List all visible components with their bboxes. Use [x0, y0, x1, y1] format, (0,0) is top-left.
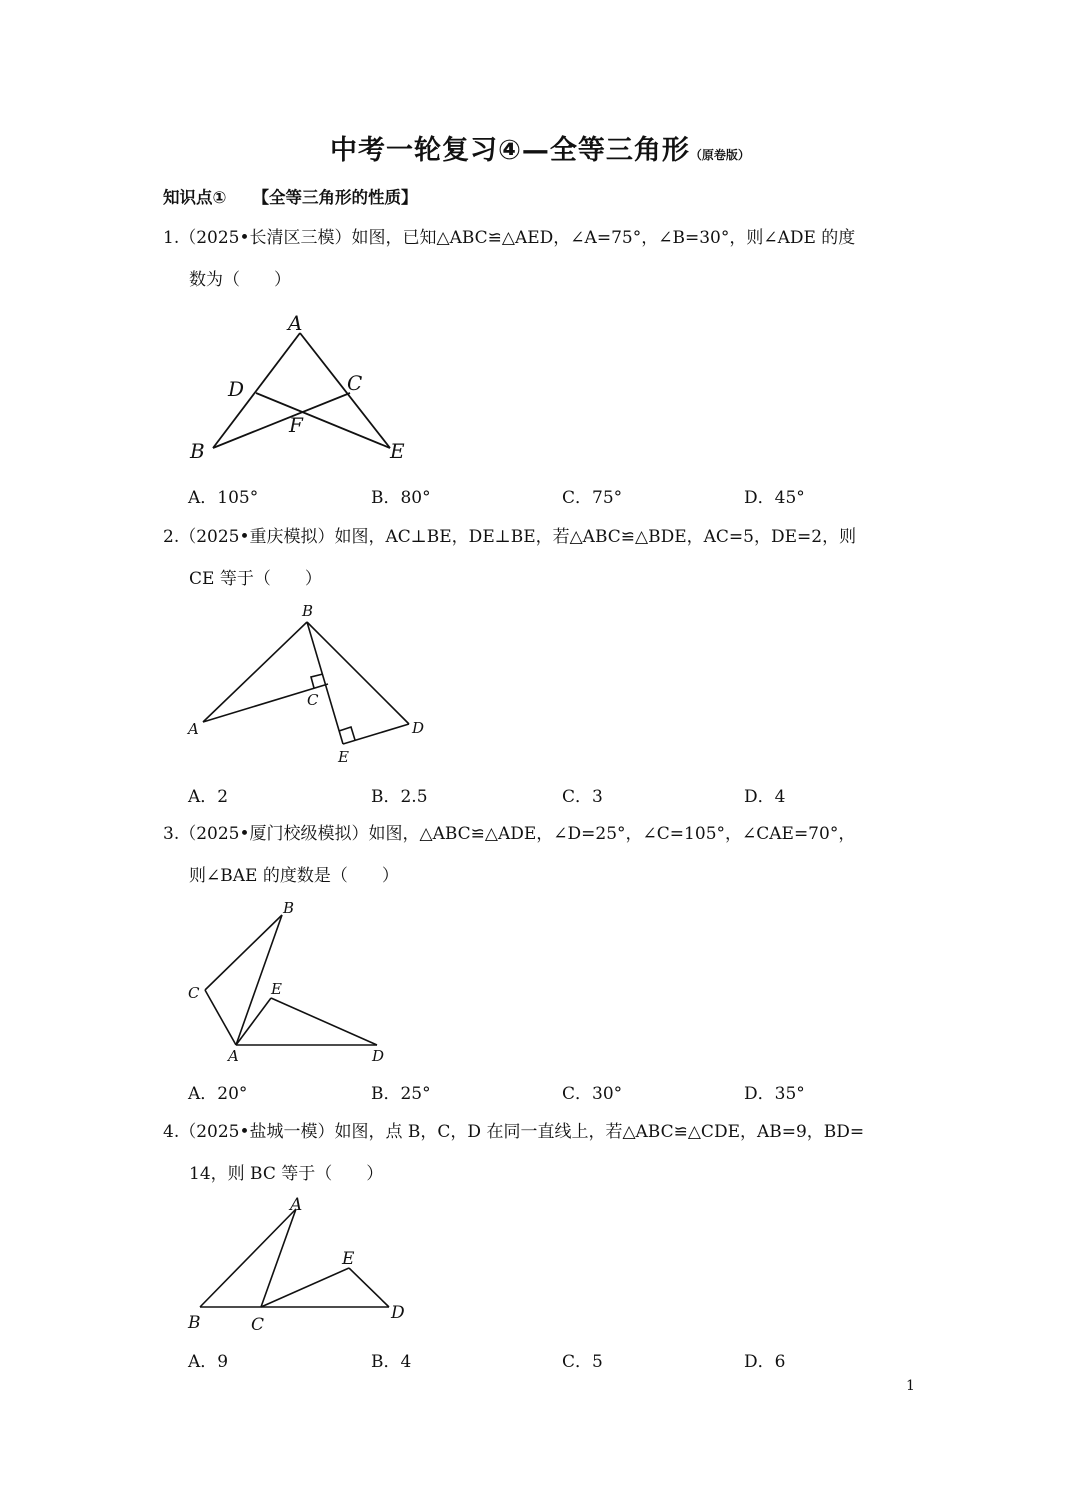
- question-4-option-b[interactable]: B．4: [371, 1352, 412, 1372]
- line-AE: [236, 998, 271, 1045]
- label-D: D: [372, 1047, 385, 1065]
- question-1-option-c[interactable]: C．75°: [562, 488, 623, 508]
- question-1-option-b[interactable]: B．80°: [371, 488, 431, 508]
- line-AE: [300, 333, 390, 448]
- question-4-line-1: 4.（2025•盐城一模）如图，点 B，C，D 在同一直线上，若△ABC≌△CDE，AB=9，BD=: [163, 1122, 865, 1142]
- question-2-line-1: 2.（2025•重庆模拟）如图，AC⊥BE，DE⊥BE，若△ABC≌△BDE，AC=5，DE=2，则: [163, 527, 857, 547]
- label-C: C: [347, 371, 363, 395]
- question-3-option-b[interactable]: B．25°: [371, 1084, 431, 1104]
- line-AC: [205, 990, 236, 1045]
- line-DE: [256, 393, 390, 448]
- label-C: C: [188, 984, 200, 1002]
- label-B: B: [190, 439, 205, 463]
- label-E: E: [342, 1249, 355, 1269]
- question-3-line-2: 则∠BAE 的度数是（ ）: [189, 866, 399, 886]
- question-2-line-2: CE 等于（ ）: [189, 569, 322, 589]
- label-C: C: [251, 1315, 265, 1335]
- question-1-figure: [185, 308, 410, 468]
- line-BA: [200, 1209, 296, 1307]
- question-1-line-2: 数为（ ）: [189, 270, 291, 290]
- question-3-figure: [185, 895, 400, 1067]
- title-suffix: （原卷版）: [689, 148, 750, 162]
- question-2-option-d[interactable]: D．4: [744, 787, 786, 807]
- question-2-option-b[interactable]: B．2.5: [371, 787, 428, 807]
- label-B: B: [188, 1313, 201, 1333]
- label-E: E: [271, 980, 282, 998]
- label-D: D: [412, 719, 425, 737]
- label-C: C: [307, 691, 319, 709]
- question-3-option-c[interactable]: C．30°: [562, 1084, 623, 1104]
- question-3-option-d[interactable]: D．35°: [744, 1084, 805, 1104]
- question-3-line-1: 3.（2025•厦门校级模拟）如图，△ABC≌△ADE，∠D=25°，∠C=105°，∠CAE=70°，: [163, 824, 856, 844]
- label-E: E: [338, 748, 349, 766]
- question-2-option-c[interactable]: C．3: [562, 787, 603, 807]
- question-4-option-c[interactable]: C．5: [562, 1352, 603, 1372]
- question-2-option-a[interactable]: A．2: [188, 787, 229, 807]
- label-A: A: [228, 1047, 239, 1065]
- line-CB: [205, 915, 282, 990]
- line-CE: [261, 1268, 349, 1307]
- label-D: D: [228, 377, 245, 401]
- line-AC: [261, 1209, 296, 1307]
- knowledge-point-heading: [163, 184, 417, 208]
- question-1-option-a[interactable]: A．105°: [188, 488, 259, 508]
- label-A: A: [290, 1195, 303, 1215]
- page-title: [0, 128, 1080, 167]
- knowledge-point-label: 知识点①: [163, 188, 227, 207]
- label-A: A: [188, 720, 199, 738]
- title-main: 中考一轮复习④—全等三角形: [330, 135, 690, 166]
- label-B: B: [283, 899, 295, 917]
- label-F: F: [289, 413, 303, 437]
- page-number: 1: [906, 1378, 915, 1394]
- knowledge-point-topic: 【全等三角形的性质】: [252, 188, 418, 207]
- question-4-figure: [185, 1193, 410, 1338]
- label-A: A: [288, 311, 303, 335]
- question-1-option-d[interactable]: D．45°: [744, 488, 805, 508]
- question-4-option-d[interactable]: D．6: [744, 1352, 786, 1372]
- question-3-option-a[interactable]: A．20°: [188, 1084, 248, 1104]
- line-ED: [271, 998, 377, 1045]
- question-2-figure: [185, 598, 430, 770]
- label-B: B: [302, 602, 314, 620]
- question-1-line-1: 1.（2025•长清区三模）如图，已知△ABC≌△AED，∠A=75°，∠B=30°，则∠ADE 的度: [163, 228, 856, 248]
- line-ED: [349, 1268, 389, 1307]
- question-4-option-a[interactable]: A．9: [188, 1352, 229, 1372]
- label-E: E: [390, 439, 405, 463]
- question-4-line-2: 14，则 BC 等于（ ）: [189, 1164, 384, 1184]
- label-D: D: [391, 1303, 405, 1323]
